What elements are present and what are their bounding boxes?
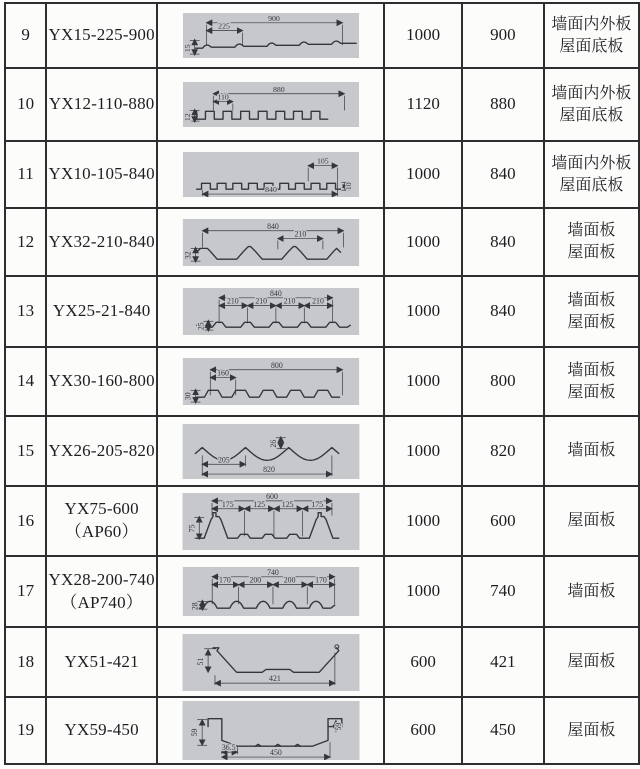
coil-width-value: 1000: [406, 510, 441, 530]
dimension-label: 840: [266, 221, 279, 231]
effective-width-value: 820: [490, 440, 516, 460]
dimension-label: 450: [269, 748, 282, 758]
row-number: 17: [17, 581, 35, 601]
profile-name: YX32-210-840: [48, 231, 155, 251]
row-number: 14: [17, 371, 35, 391]
profile-diagram-cell: [157, 3, 384, 68]
effective-width-value: 800: [490, 371, 516, 391]
profile-diagram-svg: [182, 493, 360, 550]
dimension-label: 51: [195, 657, 205, 665]
dimension-label: 740: [266, 567, 279, 577]
dimension-label: 170: [314, 575, 327, 585]
row-number: 19: [17, 720, 35, 740]
profile-name: YX51-421: [64, 651, 139, 671]
profile-diagram-svg: [182, 358, 360, 405]
effective-width-cell: [462, 697, 544, 764]
dimension-label: 28: [190, 602, 200, 611]
row-number-cell: [5, 141, 46, 208]
profile-name-cell: [46, 3, 157, 68]
dimension-label: 105: [316, 156, 329, 166]
row-number-cell: [5, 347, 46, 416]
profile-diagram-cell: [157, 556, 384, 627]
row-number: 16: [17, 510, 35, 530]
coil-width-cell: [384, 208, 461, 276]
profile-table-body: [5, 3, 639, 764]
usage-text: 墙面内外板: [551, 15, 632, 33]
profile-diagram-cell: [157, 697, 384, 764]
profile-diagram-svg: [182, 13, 360, 58]
dimension-label: 840: [269, 288, 282, 298]
table-row: [5, 627, 639, 697]
row-number: 9: [21, 25, 30, 45]
effective-width-value: 450: [490, 720, 516, 740]
usage-cell: [544, 141, 639, 208]
profile-diagram-svg: [182, 82, 360, 127]
dimension-label: 125: [281, 499, 294, 509]
profile-name-cell: [46, 347, 157, 416]
profile-name: YX25-21-840: [52, 301, 151, 321]
profile-name-cell: [46, 486, 157, 556]
row-number-cell: [5, 208, 46, 276]
row-number-cell: [5, 416, 46, 486]
dimension-label: 160: [216, 368, 229, 378]
coil-width-value: 1000: [406, 440, 441, 460]
dimension-label: 225: [217, 21, 230, 31]
row-number-cell: [5, 68, 46, 141]
row-number: 11: [17, 164, 34, 184]
usage-cell: [544, 416, 639, 486]
dimension-label: 200: [283, 575, 296, 585]
dimension-label: 32: [183, 250, 193, 259]
coil-width-cell: [384, 141, 461, 208]
effective-width-value: 900: [490, 25, 516, 45]
row-number-cell: [5, 697, 46, 764]
profile-diagram-cell: [157, 276, 384, 347]
usage-text: 屋面底板: [559, 176, 624, 194]
dimension-label: 900: [267, 13, 280, 23]
row-number-cell: [5, 3, 46, 68]
profile-diagram-cell: [157, 416, 384, 486]
dimension-label: 15: [182, 44, 192, 53]
row-number: 15: [17, 440, 35, 460]
usage-text: 屋面板: [567, 313, 616, 331]
usage-cell: [544, 208, 639, 276]
usage-cell: [544, 347, 639, 416]
effective-width-value: 840: [490, 231, 516, 251]
table-row: [5, 486, 639, 556]
profile-name: YX10-105-840: [48, 164, 155, 184]
dimension-label: 170: [218, 575, 231, 585]
usage-cell: [544, 3, 639, 68]
coil-width-cell: [384, 627, 461, 697]
usage-cell: [544, 627, 639, 697]
profile-diagram-cell: [157, 68, 384, 141]
effective-width-cell: [462, 141, 544, 208]
usage-text: 屋面底板: [559, 37, 624, 55]
table-row: [5, 68, 639, 141]
dimension-label: 25: [196, 322, 206, 331]
profile-name-cell: [46, 416, 157, 486]
row-number-cell: [5, 627, 46, 697]
effective-width-cell: [462, 68, 544, 141]
dimension-label: 59: [190, 728, 200, 737]
effective-width-value: 880: [490, 94, 516, 114]
dimension-label: 840: [264, 185, 277, 195]
profile-name-cell: [46, 556, 157, 627]
usage-text: 墙面内外板: [551, 84, 632, 102]
row-number-cell: [5, 556, 46, 627]
profile-table: [4, 2, 640, 765]
profile-diagram-cell: [157, 347, 384, 416]
profile-name: YX12-110-880: [48, 94, 155, 114]
usage-text: 屋面板: [567, 383, 616, 401]
profile-name-cell: [46, 627, 157, 697]
usage-text: 墙面板: [567, 361, 616, 379]
coil-width-value: 1000: [406, 231, 441, 251]
profile-diagram-svg: [182, 701, 360, 760]
profile-name: YX15-225-900: [48, 25, 155, 45]
table-row: [5, 276, 639, 347]
effective-width-cell: [462, 416, 544, 486]
profile-name: YX75-600: [64, 499, 139, 519]
dimension-label: 421: [268, 673, 281, 683]
usage-cell: [544, 276, 639, 347]
usage-cell: [544, 486, 639, 556]
profile-name-cell: [46, 697, 157, 764]
dimension-label: 200: [249, 575, 261, 585]
usage-text: 屋面板: [567, 244, 616, 261]
table-row: [5, 556, 639, 627]
coil-width-value: 1000: [406, 581, 441, 601]
effective-width-cell: [462, 3, 544, 68]
dimension-label: 210: [255, 296, 267, 306]
profile-name: （AP60）: [64, 522, 139, 541]
dimension-label: 800: [270, 360, 283, 370]
usage-cell: [544, 68, 639, 141]
effective-width-value: 421: [490, 651, 516, 671]
row-number-cell: [5, 486, 46, 556]
profile-name: （AP740）: [60, 592, 143, 612]
dimension-label: 175: [221, 499, 234, 509]
profile-diagram-cell: [157, 208, 384, 276]
coil-width-value: 1000: [406, 301, 441, 321]
dimension-label: 210: [311, 296, 324, 306]
coil-width-value: 1000: [406, 371, 441, 391]
coil-width-cell: [384, 3, 461, 68]
table-row: [5, 208, 639, 276]
profile-name: YX28-200-740: [48, 569, 155, 589]
effective-width-cell: [462, 208, 544, 276]
profile-name: YX59-450: [64, 720, 139, 740]
profile-diagram-svg: [182, 567, 360, 616]
usage-text: 墙面内外板: [551, 154, 632, 172]
dimension-label: 10: [344, 182, 354, 191]
table-row: [5, 141, 639, 208]
dimension-label: 12: [182, 113, 192, 122]
usage-text: 屋面板: [567, 653, 616, 671]
table-row: [5, 3, 639, 68]
row-number: 18: [17, 651, 35, 671]
dimension-label: 125: [253, 499, 265, 509]
row-number: 12: [17, 231, 35, 251]
effective-width-cell: [462, 556, 544, 627]
usage-cell: [544, 697, 639, 764]
dimension-label: 880: [272, 84, 285, 94]
effective-width-value: 600: [490, 510, 516, 530]
profile-name-cell: [46, 276, 157, 347]
row-number: 13: [17, 301, 35, 321]
effective-width-cell: [462, 347, 544, 416]
coil-width-cell: [384, 416, 461, 486]
usage-text: 墙面板: [567, 582, 616, 600]
profile-diagram-svg: [182, 152, 360, 197]
row-number: 10: [17, 94, 35, 114]
effective-width-value: 840: [490, 301, 516, 321]
coil-width-value: 600: [410, 720, 436, 740]
dimension-label: 175: [311, 499, 323, 509]
profile-diagram-svg: [182, 424, 360, 479]
coil-width-value: 600: [410, 651, 436, 671]
profile-name-cell: [46, 68, 157, 141]
coil-width-cell: [384, 276, 461, 347]
profile-name: YX30-160-800: [48, 371, 155, 391]
profile-diagram-cell: [157, 486, 384, 556]
usage-text: 屋面板: [567, 721, 616, 739]
usage-text: 墙面板: [567, 291, 616, 309]
usage-cell: [544, 556, 639, 627]
dimension-label: 820: [262, 464, 275, 474]
table-row: [5, 697, 639, 764]
coil-width-value: 1000: [406, 25, 441, 45]
profile-diagram-cell: [157, 627, 384, 697]
table-row: [5, 416, 639, 486]
usage-text: 墙面板: [567, 222, 616, 240]
profile-diagram-svg: [182, 219, 360, 266]
dimension-label: 210: [226, 296, 239, 306]
dimension-label: 210: [283, 296, 296, 306]
dimension-label: 75: [187, 523, 197, 532]
coil-width-cell: [384, 556, 461, 627]
dimension-label: 26: [268, 439, 278, 448]
usage-text: 墙面板: [567, 442, 616, 460]
dimension-label: 59: [333, 722, 343, 731]
effective-width-cell: [462, 276, 544, 347]
row-number-cell: [5, 276, 46, 347]
effective-width-cell: [462, 486, 544, 556]
profile-diagram-svg: [182, 634, 360, 691]
profile-diagram-cell: [157, 141, 384, 208]
dimension-label: 600: [265, 492, 278, 501]
coil-width-cell: [384, 697, 461, 764]
effective-width-value: 740: [490, 581, 516, 601]
dimension-label: 205: [217, 454, 230, 464]
coil-width-value: 1000: [406, 164, 441, 184]
dimension-label: 110: [217, 92, 229, 102]
effective-width-value: 840: [490, 164, 516, 184]
coil-width-cell: [384, 486, 461, 556]
profile-name-cell: [46, 208, 157, 276]
usage-text: 屋面底板: [559, 106, 624, 124]
table-row: [5, 347, 639, 416]
coil-width-cell: [384, 68, 461, 141]
effective-width-cell: [462, 627, 544, 697]
profile-name: YX26-205-820: [48, 440, 155, 460]
usage-text: 屋面板: [567, 512, 616, 530]
profile-diagram-svg: [182, 288, 360, 335]
coil-width-cell: [384, 347, 461, 416]
coil-width-value: 1120: [406, 94, 440, 114]
dimension-label: 210: [294, 229, 307, 239]
profile-name-cell: [46, 141, 157, 208]
dimension-label: 36.5: [221, 743, 236, 753]
dimension-label: 30: [183, 392, 193, 401]
